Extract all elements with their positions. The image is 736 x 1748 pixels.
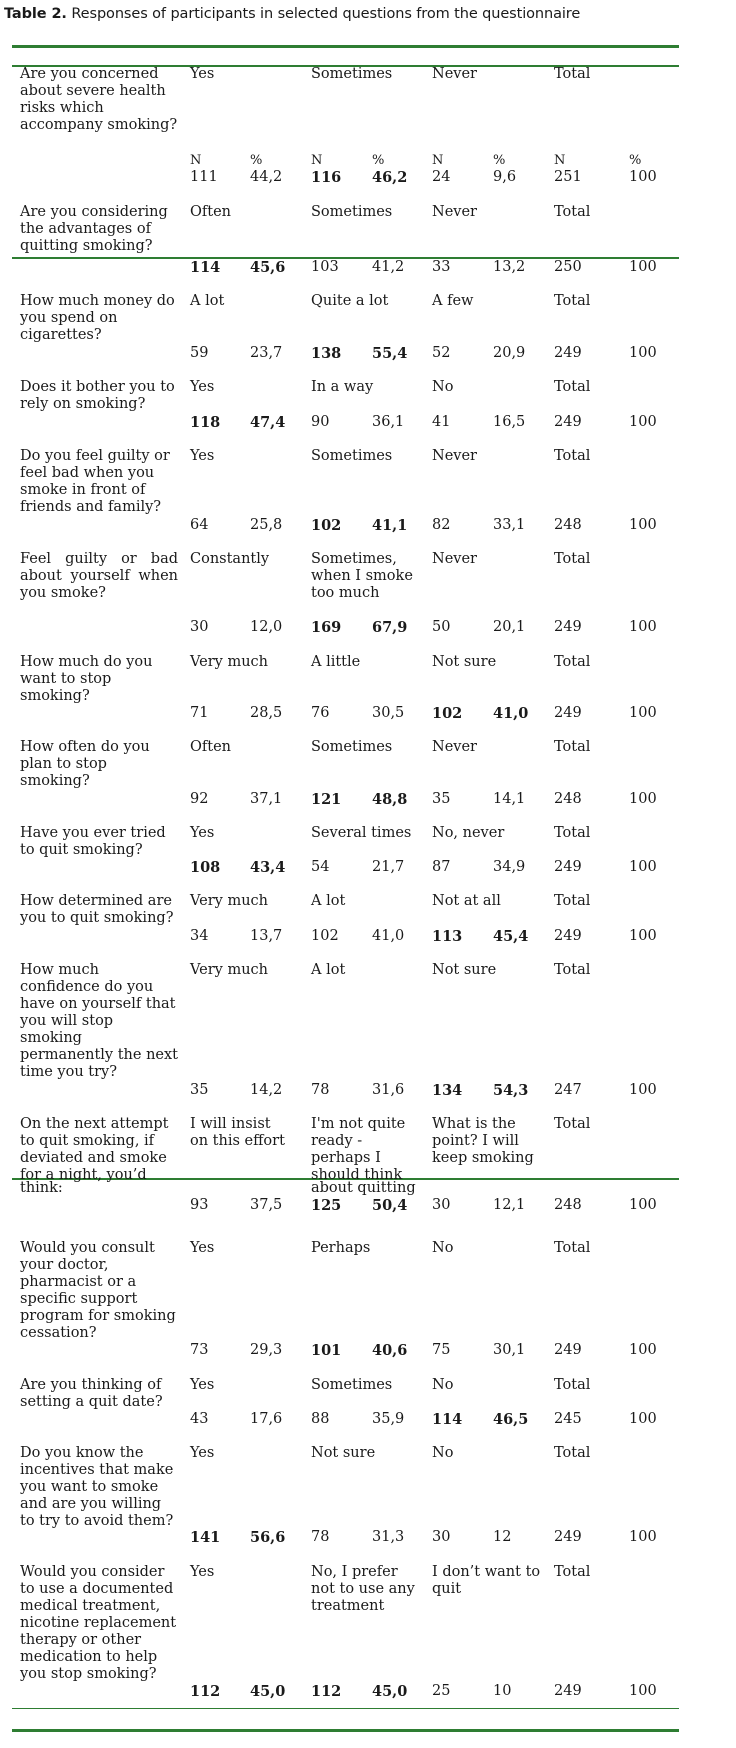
option-total: Total [554,551,591,567]
header-pct: % [629,153,642,168]
value-pct: 31,6 [372,1082,405,1098]
option-2: Not sure [311,1445,376,1461]
value-n: 52 [432,345,451,361]
value-n: 169 [311,619,342,636]
option-2: No, I prefer not to use any treatment [311,1564,415,1614]
value-n: 103 [311,259,339,275]
option-total: Total [554,1116,591,1132]
option-3: A few [432,293,474,309]
total-n: 251 [554,169,582,185]
value-pct: 25,8 [250,517,283,533]
value-pct: 44,2 [250,169,283,185]
value-pct: 33,1 [493,517,526,533]
total-n: 248 [554,517,582,533]
total-n: 248 [554,1197,582,1213]
header-n: N [554,153,566,168]
option-1: Very much [190,893,269,909]
option-1: Yes [190,66,215,82]
total-pct: 100 [629,1082,657,1098]
option-2: Sometimes [311,1377,393,1393]
option-total: Total [554,1240,591,1256]
question-text: How much confidence do you have on yourself that you will stop smoking permanently the next time you try? [20,962,178,1080]
value-pct: 20,1 [493,619,526,635]
question-text: How much do you want to stop smoking? [20,654,153,704]
value-n: 102 [311,517,342,534]
value-n: 30 [432,1197,451,1213]
value-n: 108 [190,859,221,876]
value-n: 34 [190,928,209,944]
option-2: Perhaps [311,1240,371,1256]
value-pct: 12,1 [493,1197,526,1213]
rule-bottom-thin [12,1708,679,1709]
total-n: 249 [554,619,582,635]
option-3: No [432,379,454,395]
value-pct: 41,0 [493,705,529,722]
option-2: Sometimes [311,739,393,755]
value-n: 118 [190,414,221,431]
value-pct: 47,4 [250,414,286,431]
question-text: Do you feel guilty or feel bad when you smoke in front of friends and family? [20,448,170,515]
option-1: Yes [190,1564,215,1580]
total-pct: 100 [629,414,657,430]
option-3: Never [432,204,477,220]
value-pct: 45,4 [493,928,529,945]
value-n: 82 [432,517,451,533]
option-2: Several times [311,825,412,841]
total-n: 247 [554,1082,582,1098]
option-3: I don’t want to quit [432,1564,541,1597]
header-n: N [432,153,444,168]
value-pct: 13,7 [250,928,283,944]
option-1: Yes [190,1240,215,1256]
value-pct: 23,7 [250,345,283,361]
option-2: I'm not quite ready - perhaps I should think [311,1116,406,1183]
value-pct: 31,3 [372,1529,405,1545]
option-1: I will insist on this effort [190,1116,285,1149]
total-n: 249 [554,928,582,944]
value-n: 30 [190,619,209,635]
value-n: 78 [311,1082,330,1098]
question-text-continued: think: [20,1180,63,1196]
value-pct: 43,4 [250,859,286,876]
value-pct: 46,2 [372,169,408,186]
value-n: 75 [432,1342,451,1358]
value-pct: 45,6 [250,259,286,276]
option-3: Never [432,551,477,567]
value-pct: 13,2 [493,259,526,275]
total-pct: 100 [629,1683,657,1699]
total-pct: 100 [629,928,657,944]
option-2: A lot [311,962,346,978]
value-pct: 30,1 [493,1342,526,1358]
total-n: 249 [554,1529,582,1545]
value-pct: 45,0 [372,1683,408,1700]
option-3: What is the point? I will keep smoking [432,1116,534,1166]
value-pct: 54,3 [493,1082,529,1099]
question-text: Are you concerned about severe health risks which accompany smoking? [20,66,178,133]
option-1: Often [190,204,232,220]
option-3: Never [432,739,477,755]
question-text: On the next attempt to quit smoking, if deviated and smoke for a night, you’d [20,1116,169,1183]
value-n: 111 [190,169,218,185]
question-text: Are you thinking of setting a quit date? [20,1377,163,1410]
value-n: 92 [190,791,209,807]
value-n: 112 [190,1683,221,1700]
option-3: No, never [432,825,505,841]
option-1: Very much [190,654,269,670]
value-n: 102 [432,705,463,722]
table-caption-text: Responses of participants in selected questions from the questionnaire [66,6,581,22]
option-total: Total [554,204,591,220]
option-3: No [432,1377,454,1393]
value-n: 134 [432,1082,463,1099]
option-total: Total [554,1564,591,1580]
question-text: How determined are you to quit smoking? [20,893,174,926]
option-3: Not sure [432,654,497,670]
value-n: 101 [311,1342,342,1359]
value-n: 138 [311,345,342,362]
value-pct: 37,5 [250,1197,283,1213]
value-n: 102 [311,928,339,944]
total-pct: 100 [629,1529,657,1545]
option-2: A lot [311,893,346,909]
total-n: 248 [554,791,582,807]
value-n: 114 [190,259,221,276]
option-2-continued: about quitting [311,1180,416,1196]
option-2: In a way [311,379,374,395]
value-pct: 37,1 [250,791,283,807]
value-pct: 40,6 [372,1342,408,1359]
rule-bottom [12,1729,679,1732]
option-2: Sometimes [311,66,393,82]
value-n: 33 [432,259,451,275]
total-pct: 100 [629,859,657,875]
option-1: Very much [190,962,269,978]
total-pct: 100 [629,1411,657,1427]
option-2: Sometimes [311,204,393,220]
option-1: Yes [190,379,215,395]
option-3: No [432,1240,454,1256]
question-text: Does it bother you to rely on smoking? [20,379,175,412]
total-n: 250 [554,259,582,275]
option-2: A little [311,654,361,670]
value-n: 112 [311,1683,342,1700]
total-n: 249 [554,859,582,875]
value-pct: 12 [493,1529,512,1545]
question-text: Would you consider to use a documented medical treatment, nicotine replacement therapy or other medication to help you stop smoking? [20,1564,177,1682]
total-n: 249 [554,345,582,361]
value-n: 90 [311,414,330,430]
value-pct: 36,1 [372,414,405,430]
header-n: N [190,153,202,168]
total-pct: 100 [629,1197,657,1213]
option-3: Not at all [432,893,501,909]
value-pct: 48,8 [372,791,408,808]
total-pct: 100 [629,169,657,185]
value-pct: 41,0 [372,928,405,944]
option-2: Sometimes [311,448,393,464]
value-n: 35 [432,791,451,807]
option-total: Total [554,1445,591,1461]
value-pct: 29,3 [250,1342,283,1358]
rule-top [12,45,679,48]
option-total: Total [554,825,591,841]
total-pct: 100 [629,1342,657,1358]
question-text: Have you ever tried to quit smoking? [20,825,166,858]
value-n: 50 [432,619,451,635]
value-pct: 14,1 [493,791,526,807]
total-pct: 100 [629,705,657,721]
total-pct: 100 [629,259,657,275]
value-pct: 28,5 [250,705,283,721]
value-pct: 45,0 [250,1683,286,1700]
option-total: Total [554,293,591,309]
table-caption-label: Table 2. [4,6,67,22]
value-pct: 41,1 [372,517,408,534]
value-n: 43 [190,1411,209,1427]
total-n: 249 [554,705,582,721]
table-caption [4,6,580,22]
header-pct: % [250,153,263,168]
value-n: 30 [432,1529,451,1545]
total-pct: 100 [629,619,657,635]
option-total: Total [554,962,591,978]
option-3: Not sure [432,962,497,978]
value-n: 76 [311,705,330,721]
option-total: Total [554,448,591,464]
value-pct: 67,9 [372,619,408,636]
option-1: Often [190,739,232,755]
value-n: 25 [432,1683,451,1699]
option-2: Quite a lot [311,293,389,309]
value-pct: 34,9 [493,859,526,875]
value-n: 125 [311,1197,342,1214]
total-pct: 100 [629,345,657,361]
option-total: Total [554,379,591,395]
question-text: Feel guilty or bad about yourself when you smoke? [20,551,178,601]
option-1: Yes [190,1445,215,1461]
value-pct: 16,5 [493,414,526,430]
total-pct: 100 [629,791,657,807]
value-n: 71 [190,705,209,721]
value-pct: 46,5 [493,1411,529,1428]
value-pct: 55,4 [372,345,408,362]
option-total: Total [554,893,591,909]
total-n: 249 [554,414,582,430]
value-n: 116 [311,169,342,186]
option-1: Yes [190,825,215,841]
value-n: 141 [190,1529,221,1546]
value-n: 87 [432,859,451,875]
header-pct: % [372,153,385,168]
value-n: 88 [311,1411,330,1427]
option-total: Total [554,654,591,670]
value-n: 54 [311,859,330,875]
option-1: Constantly [190,551,270,567]
value-n: 64 [190,517,209,533]
value-n: 73 [190,1342,209,1358]
value-pct: 56,6 [250,1529,286,1546]
value-pct: 20,9 [493,345,526,361]
total-n: 249 [554,1683,582,1699]
option-total: Total [554,66,591,82]
value-pct: 10 [493,1683,512,1699]
value-n: 93 [190,1197,209,1213]
header-n: N [311,153,323,168]
value-pct: 21,7 [372,859,405,875]
option-3: No [432,1445,454,1461]
option-total: Total [554,1377,591,1393]
value-pct: 17,6 [250,1411,283,1427]
option-3: Never [432,66,477,82]
total-n: 249 [554,1342,582,1358]
question-text: How much money do you spend on cigarettes? [20,293,175,343]
option-2: Sometimes, when I smoke too much [311,551,413,601]
option-3: Never [432,448,477,464]
option-1: Yes [190,1377,215,1393]
value-pct: 14,2 [250,1082,283,1098]
value-n: 35 [190,1082,209,1098]
total-pct: 100 [629,517,657,533]
value-n: 78 [311,1529,330,1545]
value-n: 24 [432,169,451,185]
option-total: Total [554,739,591,755]
question-text: Do you know the incentives that make you want to smoke and are you willing to try to avoid them? [20,1445,174,1529]
value-n: 41 [432,414,451,430]
value-pct: 35,9 [372,1411,405,1427]
value-pct: 9,6 [493,169,517,185]
value-n: 59 [190,345,209,361]
question-text: Are you considering the advantages of quitting smoking? [20,204,168,254]
question-text: How often do you plan to stop smoking? [20,739,150,789]
option-1: Yes [190,448,215,464]
value-n: 113 [432,928,463,945]
header-pct: % [493,153,506,168]
value-pct: 41,2 [372,259,405,275]
value-n: 121 [311,791,342,808]
value-pct: 12,0 [250,619,283,635]
value-n: 114 [432,1411,463,1428]
total-n: 245 [554,1411,582,1427]
option-1: A lot [190,293,225,309]
value-pct: 30,5 [372,705,405,721]
value-pct: 50,4 [372,1197,408,1214]
question-text: Would you consult your doctor, pharmacist or a specific support program for smoking cessation? [20,1240,176,1341]
